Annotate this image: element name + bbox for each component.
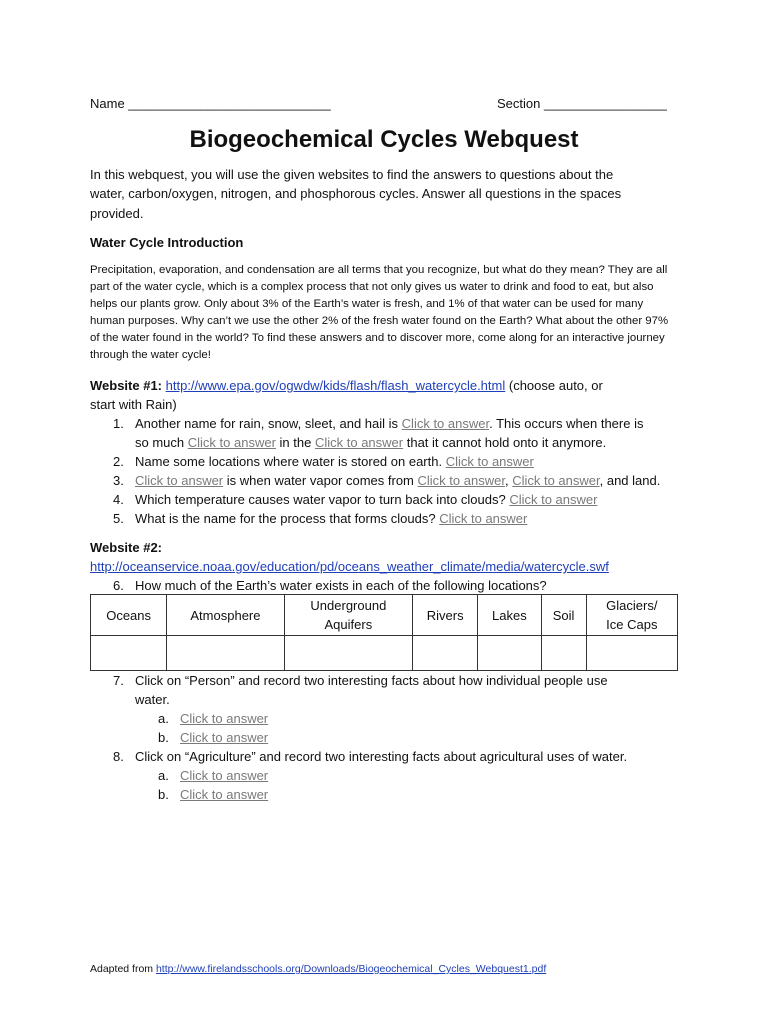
answer-field[interactable]: Click to answer — [509, 492, 598, 507]
website2-link[interactable]: http://oceanservice.noaa.gov/education/pd/oceans_weather_climate/media/watercycle.swf — [90, 559, 609, 574]
website2-link-line — [90, 557, 609, 576]
water-locations-table — [90, 594, 678, 671]
table-header-cell — [478, 595, 541, 636]
page-title: Biogeochemical Cycles Webquest — [189, 126, 579, 153]
website1-note: (choose auto, or — [508, 378, 603, 393]
question-3-text-c: , and land. — [599, 473, 661, 488]
question-7 — [113, 671, 608, 690]
answer-field[interactable]: Click to answer — [180, 730, 269, 745]
question-6-number: 6. — [113, 578, 124, 593]
intro-line-1: In this webquest, you will use the given websites to find the answers to questions about the — [90, 167, 614, 182]
question-8-text: Click on “Agriculture” and record two interesting facts about agricultural uses of water. — [135, 749, 628, 764]
question-7-number: 7. — [113, 673, 124, 688]
question-1-text-a: Another name for rain, snow, sleet, and hail is — [135, 416, 399, 431]
answer-letter: a. — [158, 711, 169, 726]
question-3 — [113, 471, 660, 490]
answer-field[interactable]: Click to answer — [187, 435, 276, 450]
question-4-number: 4. — [113, 492, 124, 507]
question-8-answer-a — [158, 766, 268, 785]
water-intro-heading: Water Cycle Introduction — [90, 235, 244, 250]
table-answer-cell[interactable] — [91, 636, 167, 671]
intro-line-2: water, carbon/oxygen, nitrogen, and phosphorous cycles. Answer all questions in the spaces — [90, 186, 622, 201]
table-header-row — [91, 595, 678, 636]
question-6 — [113, 576, 547, 595]
answer-field[interactable]: Click to answer — [314, 435, 404, 450]
question-2-text: Name some locations where water is stored on earth. — [135, 454, 443, 469]
question-5-text: What is the name for the process that forms clouds? — [135, 511, 436, 526]
question-1-number: 1. — [113, 416, 124, 431]
table-answer-cell[interactable] — [167, 636, 284, 671]
website2-label: Website #2: — [90, 540, 163, 555]
question-7-answer-b — [158, 728, 268, 747]
answer-field[interactable]: Click to answer — [445, 454, 534, 469]
website1-link[interactable]: http://www.epa.gov/ogwdw/kids/flash/flash_watercycle.html — [165, 378, 506, 393]
question-7-answer-a — [158, 709, 268, 728]
question-1-text-e: that it cannot hold onto it anymore. — [406, 435, 607, 450]
website1-label: Website #1: — [90, 378, 163, 393]
table-header-cell — [541, 595, 586, 636]
table-answer-cell[interactable] — [541, 636, 586, 671]
header-rivers: Rivers — [426, 607, 464, 623]
website1-note-continued: start with Rain) — [90, 397, 177, 412]
water-intro-paragraph: Precipitation, evaporation, and condensation are all terms that you recognize, but what do they mean? They are all part of the water cycle, which is a complex process that not only gives us water to drink and food to eat, but also helps our plants grow. Only about 3% of the Earth’s water is fresh, and 1% of that water can be used for many human purposes. Why can’t we use the other 2% of the fresh water found on the Earth? What about the other 97% of the water found in the world? To find these answers and to discover more, come along for an interactive journey through the water cycle! — [90, 264, 669, 361]
table-header-cell — [586, 595, 677, 636]
table-answer-row — [91, 636, 678, 671]
question-7-text: Click on “Person” and record two interesting facts about how individual people use — [135, 673, 608, 688]
question-2 — [113, 452, 534, 471]
question-5 — [113, 509, 527, 528]
question-1-text-d: in the — [279, 435, 312, 450]
header-lakes: Lakes — [492, 607, 527, 623]
question-3-text-b: , — [504, 473, 509, 488]
question-3-text-a: is when water vapor comes from — [226, 473, 414, 488]
header-soil: Soil — [552, 607, 575, 623]
question-7-continued: water. — [135, 692, 170, 707]
question-4-text: Which temperature causes water vapor to turn back into clouds? — [135, 492, 506, 507]
header-oceans: Oceans — [106, 607, 152, 623]
header-glaciers-ice-caps: Glaciers/ Ice Caps — [606, 598, 658, 632]
question-8-number: 8. — [113, 749, 124, 764]
answer-field[interactable]: Click to answer — [439, 511, 528, 526]
name-field: Name ____________________________ — [90, 96, 331, 111]
website1-line — [90, 376, 603, 395]
answer-letter: b. — [158, 787, 169, 802]
table-header-cell — [284, 595, 412, 636]
intro-line-3: provided. — [90, 206, 144, 221]
question-8 — [113, 747, 627, 766]
answer-field[interactable]: Click to answer — [135, 473, 224, 488]
answer-letter: a. — [158, 768, 169, 783]
question-1-continued — [135, 433, 606, 452]
footer-label: Adapted from — [90, 963, 154, 975]
question-1 — [113, 414, 643, 433]
footer-attribution — [90, 962, 546, 976]
question-1-text-b: . This occurs when there is — [489, 416, 644, 431]
question-4 — [113, 490, 597, 509]
question-2-number: 2. — [113, 454, 124, 469]
table-answer-cell[interactable] — [586, 636, 677, 671]
question-3-number: 3. — [113, 473, 124, 488]
table-header-cell — [413, 595, 478, 636]
question-5-number: 5. — [113, 511, 124, 526]
question-8-answer-b — [158, 785, 268, 804]
header-underground-aquifers: Underground Aquifers — [310, 598, 387, 632]
header-atmosphere: Atmosphere — [190, 607, 261, 623]
answer-field[interactable]: Click to answer — [180, 768, 269, 783]
table-header-cell — [91, 595, 167, 636]
table-header-cell — [167, 595, 284, 636]
table-answer-cell[interactable] — [284, 636, 412, 671]
question-1-text-c: so much — [135, 435, 185, 450]
table-answer-cell[interactable] — [413, 636, 478, 671]
answer-letter: b. — [158, 730, 169, 745]
answer-field[interactable]: Click to answer — [180, 787, 269, 802]
answer-field[interactable]: Click to answer — [417, 473, 505, 488]
footer-link[interactable]: http://www.firelandsschools.org/Downloads/Biogeochemical_Cycles_Webquest1.pdf — [155, 963, 547, 975]
answer-field[interactable]: Click to answer — [512, 473, 600, 488]
section-field: Section _________________ — [497, 96, 667, 111]
table-answer-cell[interactable] — [478, 636, 541, 671]
answer-field[interactable]: Click to answer — [401, 416, 490, 431]
question-6-text: How much of the Earth’s water exists in each of the following locations? — [135, 578, 547, 593]
answer-field[interactable]: Click to answer — [180, 711, 269, 726]
